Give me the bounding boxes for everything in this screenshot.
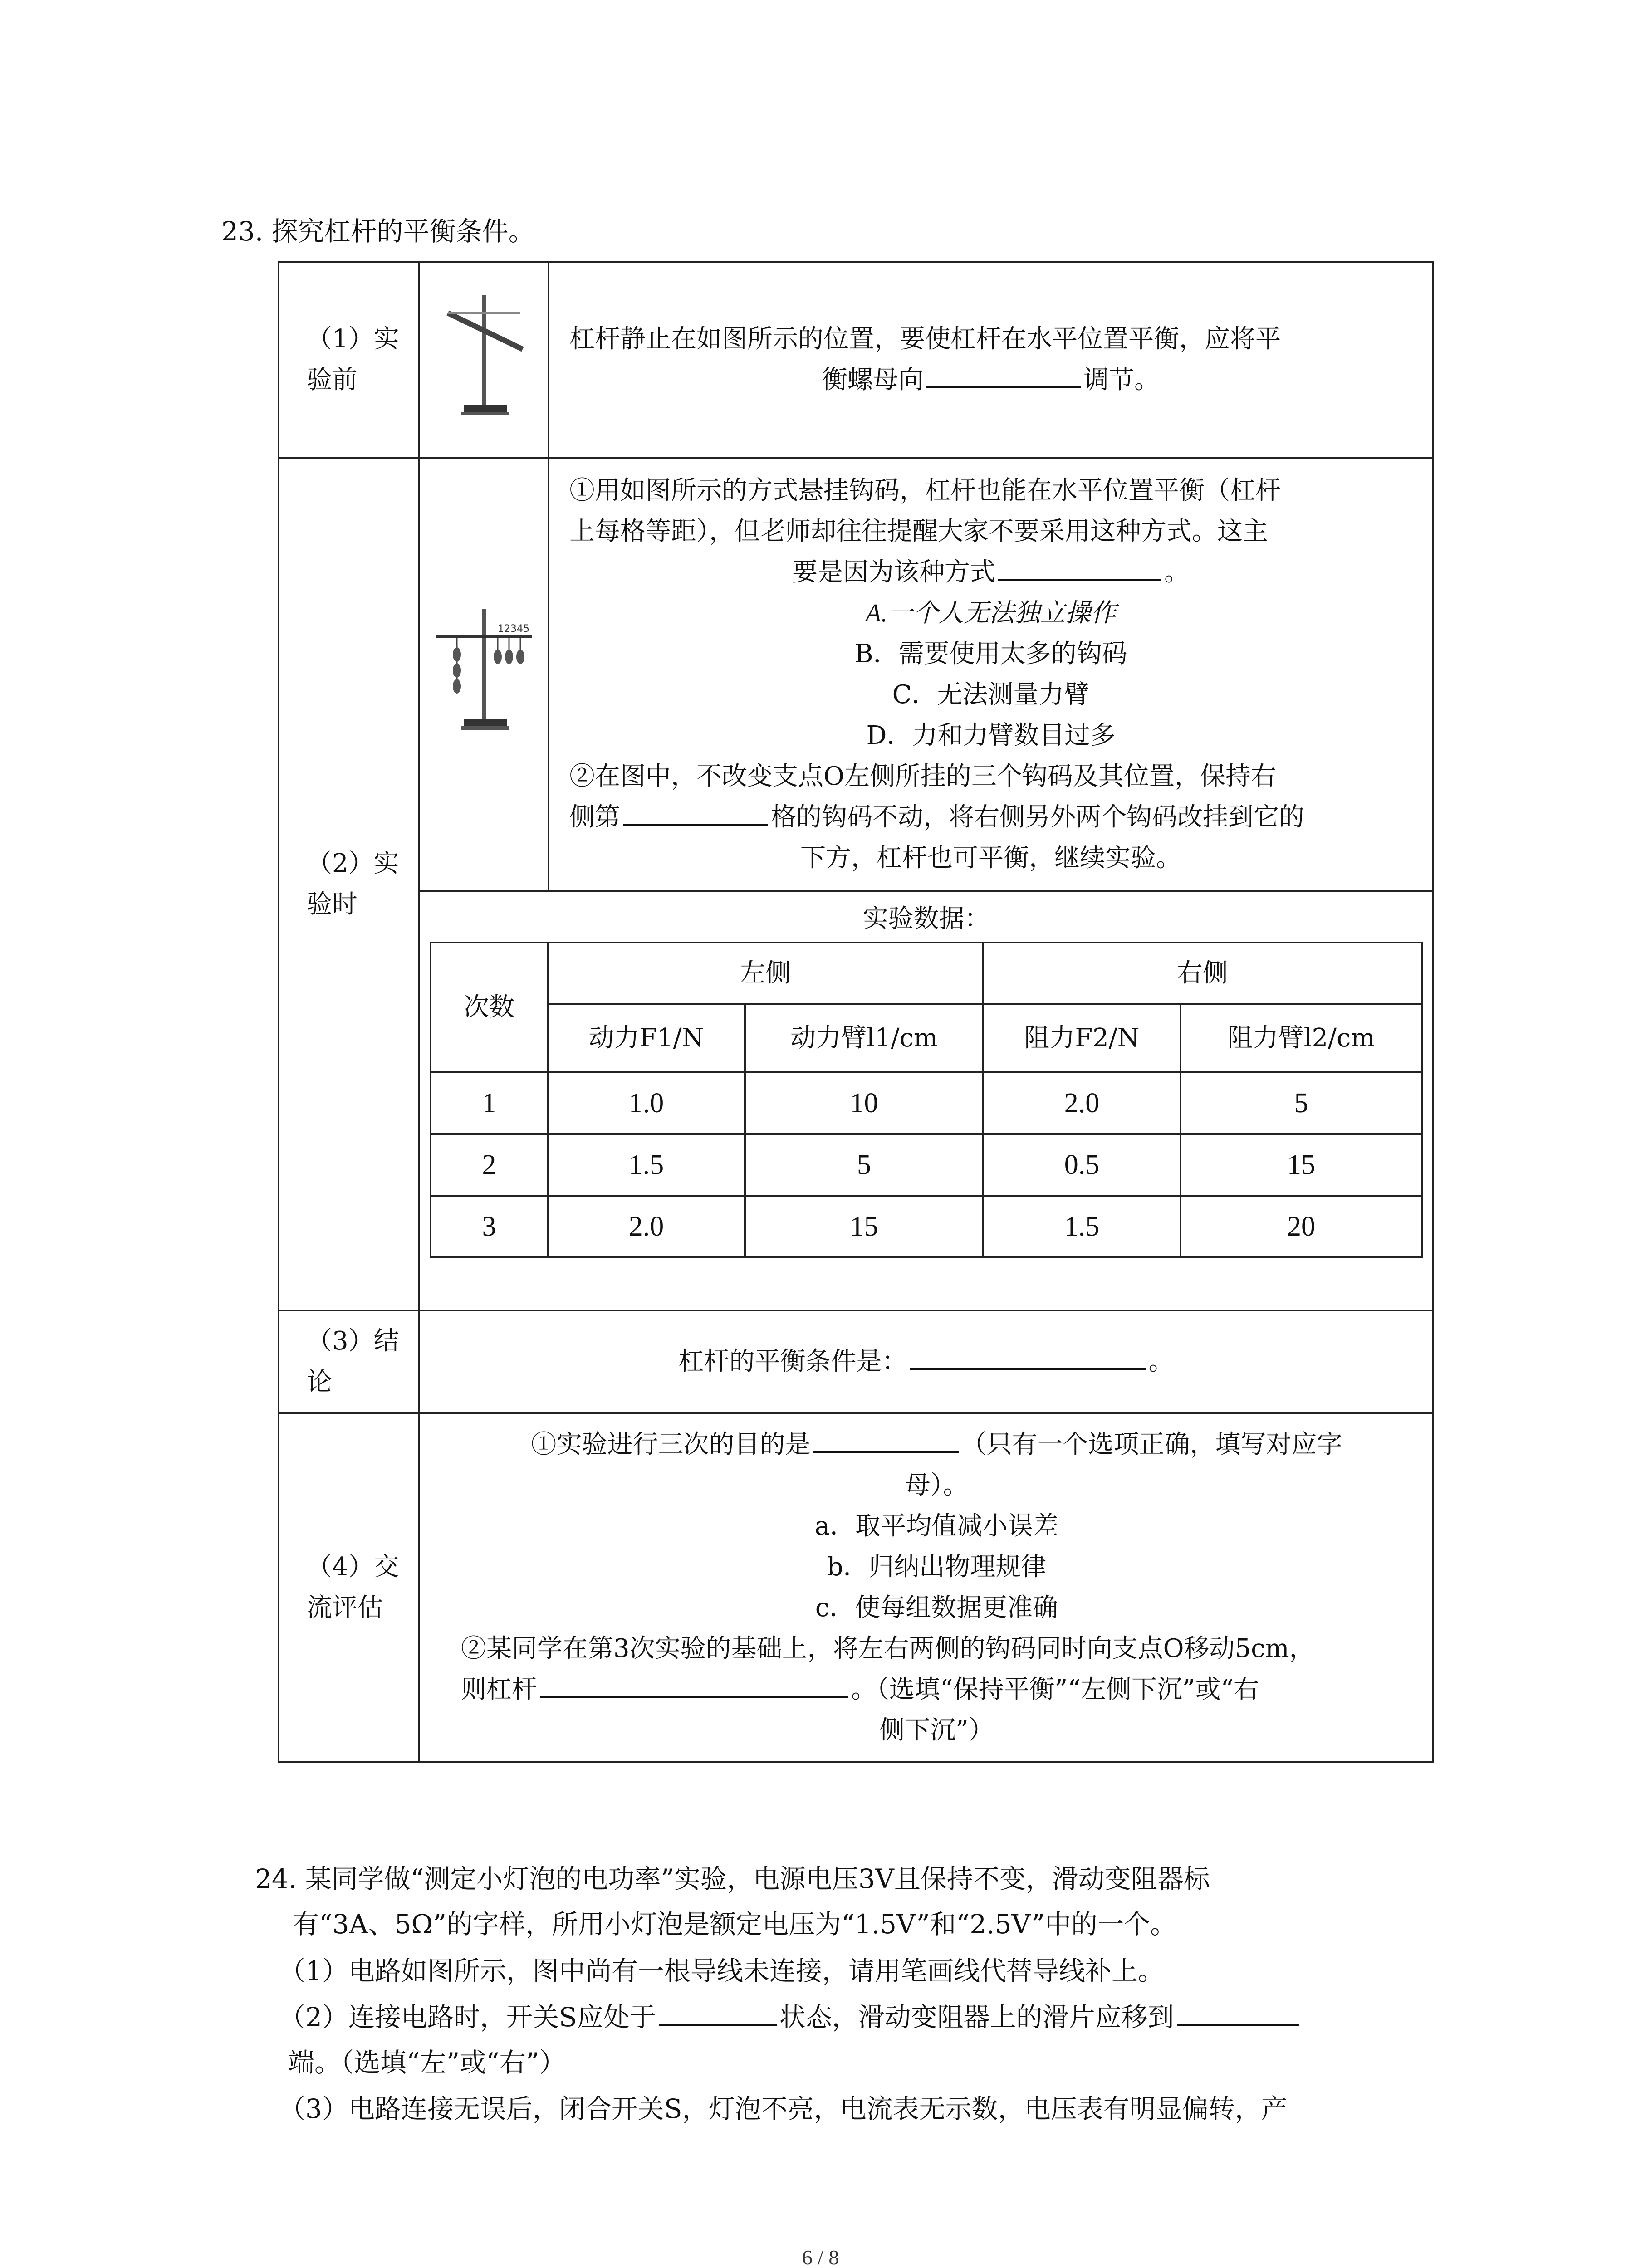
q24-line2: 有“3A、5Ω”的字样，所用小灯泡是额定电压为“1.5V”和“2.5V”中的一个。: [293, 1909, 1177, 1940]
data-title: 实验数据：: [862, 904, 990, 934]
row1-text: 杠杆静止在如图所示的位置，要使杠杆在水平位置平衡，应将平 衡螺母向 调节。: [549, 262, 1433, 458]
header-l1: 动力臂l1/cm: [745, 1004, 983, 1072]
header-f1: 动力F1/N: [548, 1004, 745, 1072]
row3-text: 杠杆的平衡条件是： 。: [419, 1310, 1433, 1413]
header-f2: 阻力F2/N: [983, 1004, 1181, 1072]
lever-hooks-figure: [419, 458, 549, 891]
row1-label: （1）实 验前: [279, 262, 419, 458]
q24-line5: 端。（选填“左”或“右”）: [288, 2047, 566, 2078]
answer-blank-purpose[interactable]: [813, 1426, 959, 1453]
header-left: 左侧: [548, 943, 983, 1004]
table-row: 3 2.0 15 1.5 20: [431, 1196, 1422, 1257]
answer-blank-slider[interactable]: [1177, 1999, 1299, 2026]
data-table: [430, 942, 1423, 1258]
q24-line4: （2）连接电路时，开关S应处于 状态，滑动变阻器上的滑片应移到: [279, 1998, 1302, 2036]
header-right: 右侧: [983, 943, 1422, 1004]
answer-blank-switch[interactable]: [659, 1999, 777, 2026]
answer-blank-condition[interactable]: [910, 1343, 1146, 1370]
answer-blank-direction[interactable]: [926, 361, 1081, 388]
header-count: 次数: [431, 943, 548, 1072]
question-23-title: 23. 探究杠杆的平衡条件。: [221, 216, 535, 247]
answer-blank-grid[interactable]: [623, 798, 768, 826]
table-row: 1 1.0 10 2.0 5: [431, 1072, 1422, 1134]
answer-blank-reason[interactable]: [998, 553, 1161, 581]
table-row: 2 1.5 5 0.5 15: [431, 1134, 1422, 1196]
page-number: 6 / 8: [802, 2246, 839, 2268]
q24-line6: （3）电路连接无误后，闭合开关S，灯泡不亮，电流表无示数，电压表有明显偏转，产: [279, 2093, 1288, 2124]
header-l2: 阻力臂l2/cm: [1181, 1004, 1422, 1072]
row3-label: （3）结 论: [279, 1310, 419, 1413]
data-cell: [419, 891, 1433, 1310]
lever-tilted-figure: [419, 262, 549, 458]
experiment-table: [278, 261, 1434, 1763]
q24-line1: 24. 某同学做“测定小灯泡的电功率”实验，电源电压3V且保持不变，滑动变阻器标: [255, 1863, 1210, 1894]
row4-text: ①实验进行三次的目的是 （只有一个选项正确，填写对应字 母）。 a．取平均值减小误差 b．归纳出物理规律 c．使每组数据更准确 ②某同学在第3次实验的基础上，将左右两侧的钩码同时向支点O移动5cm， 则杠杆 。（选填“保持平衡”“左侧下沉”或“右 侧下沉”）: [419, 1413, 1433, 1762]
row2-label: （2）实 验时: [279, 458, 419, 1310]
q24-line3: （1）电路如图所示，图中尚有一根导线未连接，请用笔画线代替导线补上。: [279, 1955, 1164, 1986]
row4-label: （4）交 流评估: [279, 1413, 419, 1762]
scale-label: 12345: [497, 623, 529, 635]
row2-text: ①用如图所示的方式悬挂钩码，杠杆也能在水平位置平衡（杠杆 上每格等距），但老师却往往提醒大家不要采用这种方式。这主 要是因为该种方式 。 A.一个人无法独立操作 B．需要使用太多的钩码 C．无法测量力臂 D．力和力臂数目过多 ②在图中，不改变支点O左侧所挂的三个钩码及其位置，保持右 侧第 格的钩码不动，将右侧另外两个钩码改挂到它的 下方，杠杆也可平衡，继续实验。: [549, 458, 1433, 891]
answer-blank-result[interactable]: [540, 1671, 848, 1698]
